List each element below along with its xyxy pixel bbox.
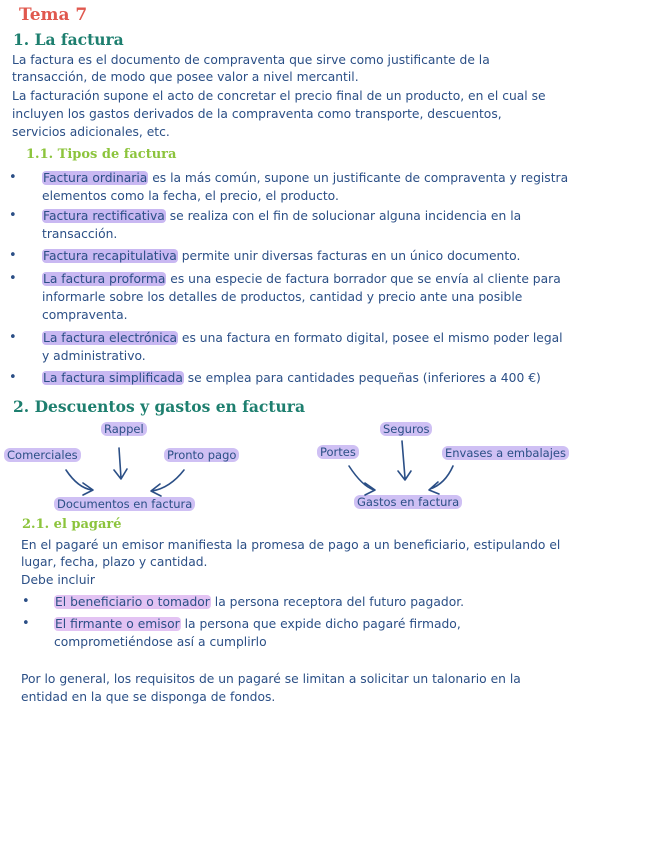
bullet-icon: • (22, 594, 30, 609)
bullet-icon: • (9, 208, 17, 223)
section-2-heading: 2. Descuentos y gastos en factura (13, 397, 306, 416)
arrow-icon (66, 470, 93, 495)
arrow-icon (349, 466, 375, 495)
item-text: permite unir diversas facturas en un único documento. (177, 249, 521, 263)
bullet-icon: • (9, 271, 17, 286)
diagram-node-pronto-pago: Pronto pago (164, 448, 239, 462)
section-1-intro-line: La facturación supone el acto de concretar el precio final de un producto, en el cual se (12, 89, 546, 103)
term-highlight: Factura recapitulativa (43, 249, 177, 263)
item-text-continued: informarle sobre los detalles de productos, cantidad y precio ante una posible (42, 290, 523, 304)
pagare-closing-line: entidad en la que se disponga de fondos. (21, 690, 276, 704)
bullet-icon: • (9, 370, 17, 385)
item-text: es la más común, supone un justificante de compraventa y registra (148, 171, 569, 185)
item-text-continued: y administrativo. (42, 349, 146, 363)
diagram-node-seguros: Seguros (380, 422, 432, 436)
item-text: la persona receptora del futuro pagador. (210, 595, 465, 609)
item-text: es una especie de factura borrador que se envía al cliente para (166, 272, 561, 286)
bullet-icon: • (9, 170, 17, 185)
arrow-icon (114, 448, 127, 479)
item-text-continued: compraventa. (42, 308, 128, 322)
term-highlight: El firmante o emisor (55, 617, 180, 631)
diagram-node-comerciales: Comerciales (4, 448, 81, 462)
arrow-icon (398, 441, 411, 480)
diagram-node-documentos-en-factura: Documentos en factura (54, 497, 195, 511)
term-highlight: Factura rectificativa (43, 209, 165, 223)
item-text-continued: transacción. (42, 227, 118, 241)
pagare-closing-line: Por lo general, los requisitos de un pagaré se limitan a solicitar un talonario en la (21, 672, 521, 686)
section-1-intro-line: transacción, de modo que posee valor a nivel mercantil. (12, 70, 359, 84)
term-highlight: La factura proforma (43, 272, 166, 286)
arrow-icon (151, 470, 184, 496)
section-1-intro-line: servicios adicionales, etc. (12, 125, 170, 139)
pagare-intro-line: En el pagaré un emisor manifiesta la promesa de pago a un beneficiario, estipulando el (21, 538, 561, 552)
item-text: es una factura en formato digital, posee el mismo poder legal (177, 331, 563, 345)
bullet-icon: • (9, 330, 17, 345)
item-text-continued: comprometiéndose así a cumplirlo (54, 635, 267, 649)
diagram-node-envases: Envases a embalajes (442, 446, 569, 460)
bullet-icon: • (22, 616, 30, 631)
pagare-intro-line: Debe incluir (21, 573, 95, 587)
section-1-intro-line: incluyen los gastos derivados de la compraventa como transporte, descuentos, (12, 107, 502, 121)
list-item (54, 594, 464, 611)
page-title: Tema 7 (19, 5, 88, 25)
item-text-continued: elementos como la fecha, el precio, el producto. (42, 189, 339, 203)
diagram-node-gastos-en-factura: Gastos en factura (354, 495, 462, 509)
diagram-node-portes: Portes (317, 445, 359, 459)
bullet-icon: • (9, 248, 17, 263)
item-text: se emplea para cantidades pequeñas (inferiores a 400 €) (183, 371, 541, 385)
section-1-heading: 1. La factura (13, 30, 124, 49)
item-text: se realiza con el fin de solucionar alguna incidencia en la (165, 209, 522, 223)
pagare-intro-line: lugar, fecha, plazo y cantidad. (21, 555, 208, 569)
section-1-intro-line: La factura es el documento de compraventa que sirve como justificante de la (12, 53, 490, 67)
term-highlight: La factura simplificada (43, 371, 183, 385)
diagram-node-rappel: Rappel (101, 422, 147, 436)
subsection-1-1-heading: 1.1. Tipos de factura (26, 147, 177, 162)
term-highlight: Factura ordinaria (43, 171, 148, 185)
arrow-icon (429, 466, 453, 494)
term-highlight: El beneficiario o tomador (55, 595, 210, 609)
list-item (54, 616, 461, 633)
subsection-2-1-heading: 2.1. el pagaré (22, 517, 122, 532)
item-text: la persona que expide dicho pagaré firmado, (180, 617, 461, 631)
term-highlight: La factura electrónica (43, 331, 177, 345)
